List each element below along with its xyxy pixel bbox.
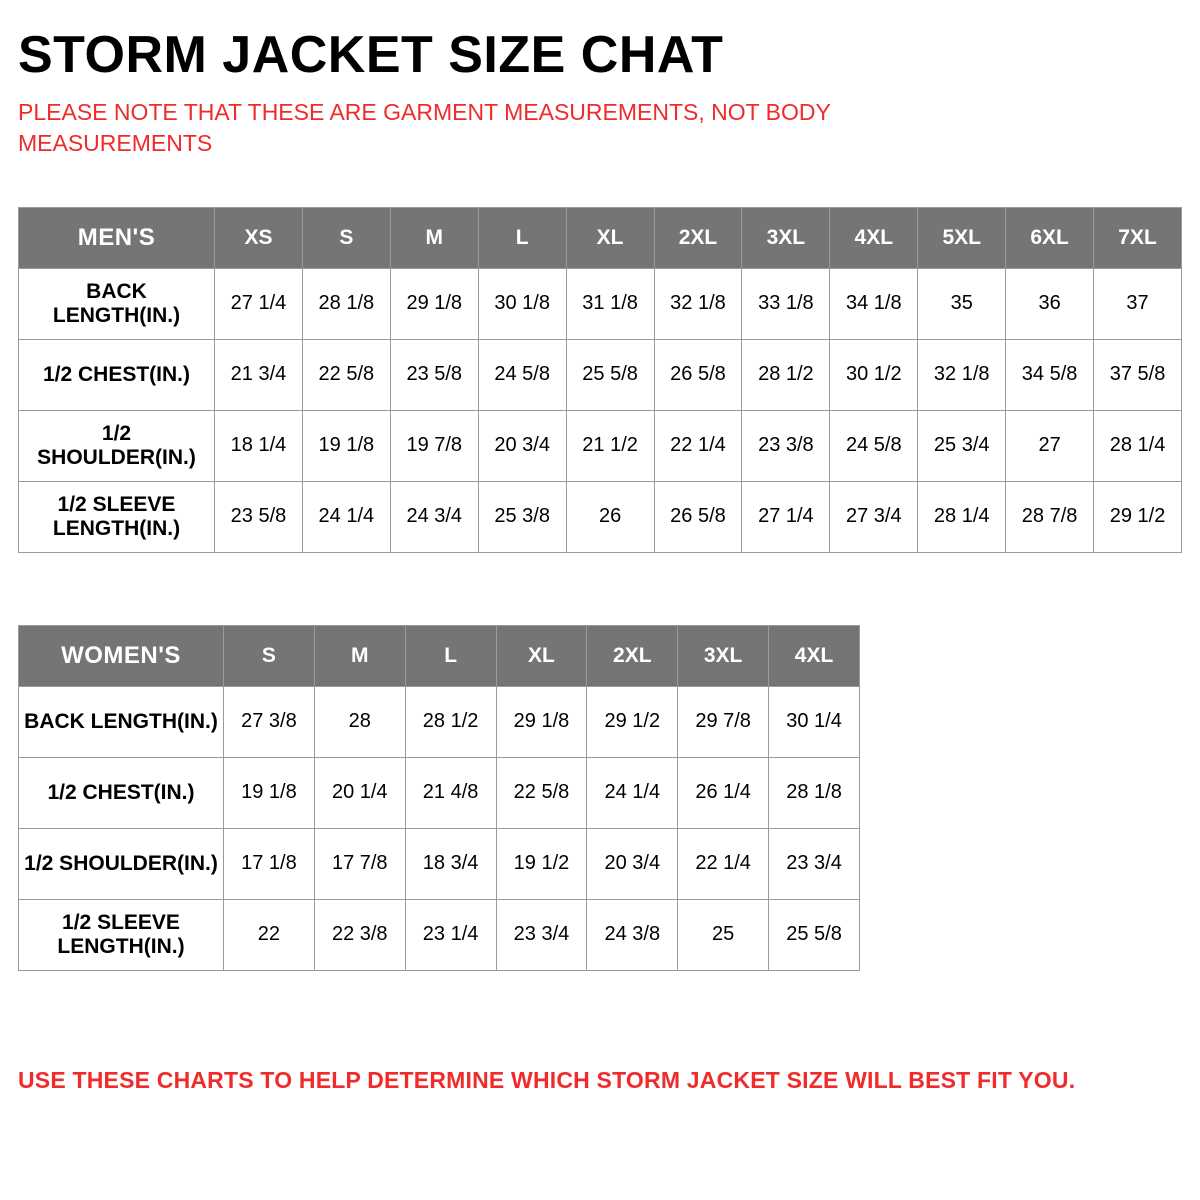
- mens-cell: 32 1/8: [654, 268, 742, 339]
- womens-row-label: 1/2 SHOULDER(IN.): [19, 828, 224, 899]
- mens-cell: 27 1/4: [742, 481, 830, 552]
- mens-row-label: 1/2 SLEEVE LENGTH(IN.): [19, 481, 215, 552]
- mens-row-label: BACK LENGTH(IN.): [19, 268, 215, 339]
- mens-cell: 35: [918, 268, 1006, 339]
- womens-cell: 20 1/4: [314, 757, 405, 828]
- mens-cell: 26 5/8: [654, 339, 742, 410]
- womens-cell: 23 3/4: [769, 828, 860, 899]
- mens-table-head: [19, 207, 1182, 268]
- womens-cell: 28 1/2: [405, 686, 496, 757]
- womens-cell: 29 7/8: [678, 686, 769, 757]
- mens-size-header: 3XL: [742, 207, 830, 268]
- womens-size-header: S: [224, 625, 315, 686]
- womens-row-label: 1/2 SLEEVE LENGTH(IN.): [19, 899, 224, 970]
- mens-cell: 30 1/2: [830, 339, 918, 410]
- womens-cell: 22 3/8: [314, 899, 405, 970]
- womens-cell: 17 1/8: [224, 828, 315, 899]
- mens-size-header: L: [478, 207, 566, 268]
- mens-cell: 20 3/4: [478, 410, 566, 481]
- measurement-note: PLEASE NOTE THAT THESE ARE GARMENT MEASUREMENTS, NOT BODY MEASUREMENTS: [18, 98, 831, 156]
- mens-size-header: 2XL: [654, 207, 742, 268]
- table-row: [19, 268, 1182, 339]
- mens-header-row: [19, 207, 1182, 268]
- mens-cell: 24 1/4: [302, 481, 390, 552]
- mens-row-label: 1/2 CHEST(IN.): [19, 339, 215, 410]
- table-row: [19, 686, 860, 757]
- mens-cell: 34 5/8: [1006, 339, 1094, 410]
- womens-cell: 20 3/4: [587, 828, 678, 899]
- womens-cell: 22 5/8: [496, 757, 587, 828]
- table-row: [19, 481, 1182, 552]
- womens-cell: 29 1/8: [496, 686, 587, 757]
- womens-cell: 19 1/2: [496, 828, 587, 899]
- womens-size-header: 2XL: [587, 625, 678, 686]
- mens-cell: 28 1/8: [302, 268, 390, 339]
- mens-cell: 33 1/8: [742, 268, 830, 339]
- mens-cell: 34 1/8: [830, 268, 918, 339]
- mens-cell: 18 1/4: [215, 410, 303, 481]
- page-title: STORM JACKET SIZE CHAT: [18, 26, 724, 84]
- mens-cell: 19 1/8: [302, 410, 390, 481]
- womens-cell: 30 1/4: [769, 686, 860, 757]
- table-row: [19, 899, 860, 970]
- womens-cell: 21 4/8: [405, 757, 496, 828]
- mens-cell: 25 5/8: [566, 339, 654, 410]
- mens-corner-label: MEN'S: [19, 207, 215, 268]
- mens-cell: 27 3/4: [830, 481, 918, 552]
- womens-cell: 19 1/8: [224, 757, 315, 828]
- mens-cell: 30 1/8: [478, 268, 566, 339]
- mens-cell: 27 1/4: [215, 268, 303, 339]
- womens-header-row: [19, 625, 860, 686]
- mens-cell: 24 3/4: [390, 481, 478, 552]
- womens-table-head: [19, 625, 860, 686]
- womens-cell: 25 5/8: [769, 899, 860, 970]
- womens-size-header: 4XL: [769, 625, 860, 686]
- mens-cell: 36: [1006, 268, 1094, 339]
- mens-cell: 25 3/8: [478, 481, 566, 552]
- mens-cell: 37 5/8: [1094, 339, 1182, 410]
- mens-cell: 28 1/2: [742, 339, 830, 410]
- mens-cell: 21 3/4: [215, 339, 303, 410]
- womens-cell: 25: [678, 899, 769, 970]
- mens-size-header: 5XL: [918, 207, 1006, 268]
- womens-cell: 22: [224, 899, 315, 970]
- mens-cell: 25 3/4: [918, 410, 1006, 481]
- mens-cell: 26: [566, 481, 654, 552]
- mens-size-header: 7XL: [1094, 207, 1182, 268]
- womens-size-header: XL: [496, 625, 587, 686]
- mens-cell: 23 5/8: [215, 481, 303, 552]
- mens-cell: 32 1/8: [918, 339, 1006, 410]
- mens-cell: 22 1/4: [654, 410, 742, 481]
- womens-cell: 23 3/4: [496, 899, 587, 970]
- mens-cell: 21 1/2: [566, 410, 654, 481]
- womens-size-header: 3XL: [678, 625, 769, 686]
- mens-cell: 22 5/8: [302, 339, 390, 410]
- womens-row-label: BACK LENGTH(IN.): [19, 686, 224, 757]
- mens-cell: 23 3/8: [742, 410, 830, 481]
- womens-cell: 28 1/8: [769, 757, 860, 828]
- mens-size-header: M: [390, 207, 478, 268]
- mens-cell: 27: [1006, 410, 1094, 481]
- mens-cell: 26 5/8: [654, 481, 742, 552]
- womens-cell: 22 1/4: [678, 828, 769, 899]
- mens-cell: 37: [1094, 268, 1182, 339]
- mens-cell: 28 1/4: [1094, 410, 1182, 481]
- mens-size-header: XL: [566, 207, 654, 268]
- mens-cell: 24 5/8: [830, 410, 918, 481]
- mens-size-header: XS: [215, 207, 303, 268]
- table-row: [19, 410, 1182, 481]
- womens-size-table: [18, 625, 860, 971]
- womens-cell: 23 1/4: [405, 899, 496, 970]
- mens-cell: 31 1/8: [566, 268, 654, 339]
- table-row: [19, 828, 860, 899]
- mens-cell: 28 7/8: [1006, 481, 1094, 552]
- womens-cell: 17 7/8: [314, 828, 405, 899]
- mens-size-header: S: [302, 207, 390, 268]
- womens-cell: 27 3/8: [224, 686, 315, 757]
- mens-cell: 29 1/2: [1094, 481, 1182, 552]
- mens-cell: 19 7/8: [390, 410, 478, 481]
- womens-cell: 24 3/8: [587, 899, 678, 970]
- table-row: [19, 339, 1182, 410]
- mens-cell: 28 1/4: [918, 481, 1006, 552]
- womens-size-header: M: [314, 625, 405, 686]
- mens-size-header: 4XL: [830, 207, 918, 268]
- mens-table-body: [19, 268, 1182, 552]
- womens-row-label: 1/2 CHEST(IN.): [19, 757, 224, 828]
- table-row: [19, 757, 860, 828]
- womens-cell: 24 1/4: [587, 757, 678, 828]
- mens-cell: 29 1/8: [390, 268, 478, 339]
- mens-size-table: [18, 207, 1182, 553]
- mens-cell: 23 5/8: [390, 339, 478, 410]
- womens-size-header: L: [405, 625, 496, 686]
- womens-cell: 28: [314, 686, 405, 757]
- mens-row-label: 1/2 SHOULDER(IN.): [19, 410, 215, 481]
- womens-cell: 18 3/4: [405, 828, 496, 899]
- womens-cell: 26 1/4: [678, 757, 769, 828]
- womens-corner-label: WOMEN'S: [19, 625, 224, 686]
- womens-cell: 29 1/2: [587, 686, 678, 757]
- mens-cell: 24 5/8: [478, 339, 566, 410]
- usage-note: USE THESE CHARTS TO HELP DETERMINE WHICH STORM JACKET SIZE WILL BEST FIT YOU.: [18, 1066, 1076, 1093]
- mens-size-header: 6XL: [1006, 207, 1094, 268]
- womens-table-body: [19, 686, 860, 970]
